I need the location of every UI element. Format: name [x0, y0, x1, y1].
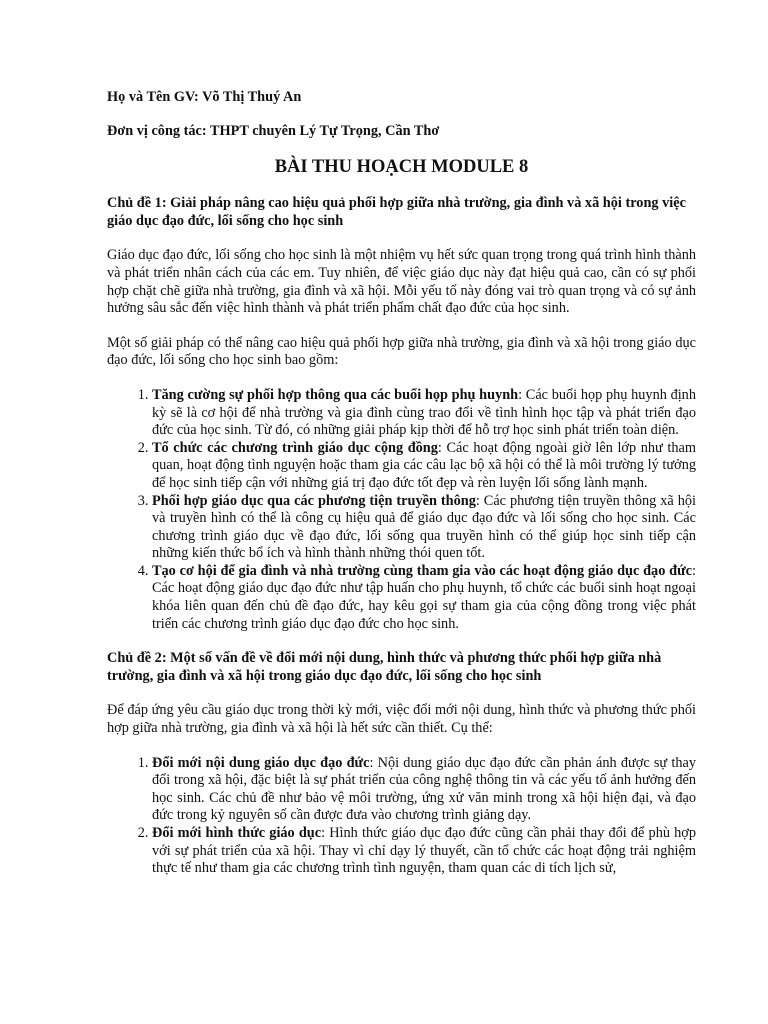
topic1-heading: Chủ đề 1: Giải pháp nâng cao hiệu quả phối hợp giữa nhà trường, gia đình và xã hội trong việc giáo dục đạo đức, lối sống cho học sinh	[107, 195, 686, 229]
list-item-text: : Nội dung giáo dục đạo đức cần phản ánh được sự thay đổi trong xã hội, đặc biệt là sự phát triển của công nghệ thông tin và các yếu tố ảnh hưởng đến học sinh. Các chủ đề như bảo vệ môi trường, ứng xử văn minh trong xã hội hiện đại, và đạo đức trong kỷ nguyên số cần được đưa vào chương trình giảng dạy.	[152, 754, 696, 824]
list-item-title: Phối hợp giáo dục qua các phương tiện truyền thông	[152, 492, 476, 509]
list-item	[152, 493, 696, 563]
list-item-text: : Các hoạt động giáo dục đạo đức như tập huấn cho phụ huynh, tổ chức các buổi sinh hoạt ngoại khóa liên quan đến chủ đề đạo đức, hay kêu gọi sự tham gia của cộng đồng trong việc phát triển các chương trình giáo dục đạo đức cho học sinh.	[152, 562, 696, 632]
topic1-lead-in: Một số giải pháp có thể nâng cao hiệu quả phối hợp giữa nhà trường, gia đình và xã hội trong giáo dục đạo đức, lối sống cho học sinh bao gồm:	[107, 334, 696, 369]
topic1-solution-list	[107, 387, 696, 633]
list-item-text: : Các buổi họp phụ huynh định kỳ sẽ là cơ hội để nhà trường và gia đình cùng trao đổi về tình hình học tập và phát triển đạo đức của học sinh. Từ đó, có những giải pháp kịp thời để hỗ trợ học sinh phát triển toàn diện.	[152, 386, 696, 439]
list-item-title: Tổ chức các chương trình giáo dục cộng đồng	[152, 439, 438, 456]
workplace: Đơn vị công tác: THPT chuyên Lý Tự Trọng, Cần Thơ	[107, 122, 440, 139]
teacher-name: Họ và Tên GV: Võ Thị Thuý An	[107, 89, 302, 105]
list-item	[152, 825, 696, 878]
list-item	[152, 755, 696, 825]
list-item	[152, 563, 696, 633]
page-title: BÀI THU HOẠCH MODULE 8	[274, 157, 529, 178]
list-item-text: : Các phương tiện truyền thông xã hội và truyền hình có thể là công cụ hiệu quả để giáo dục đạo đức và lối sống cho học sinh. Các chương trình giáo dục về đạo đức, lối sống qua truyền hình có thể giúp học sinh tiếp cận những kiến thức bổ ích và hình thành những thói quen tốt.	[152, 492, 697, 562]
topic2-intro: Để đáp ứng yêu cầu giáo dục trong thời kỳ mới, việc đổi mới nội dung, hình thức và phương thức phối hợp giữa nhà trường, gia đình và xã hội là hết sức cần thiết. Cụ thể:	[107, 702, 696, 737]
list-item-text: : Các hoạt động ngoài giờ lên lớp như tham quan, hoạt động tình nguyện hoặc tham gia các câu lạc bộ xã hội có thể là môi trường lý tưởng để học sinh tiếp cận với những giá trị đạo đức tốt đẹp và rèn luyện lối sống lành mạnh.	[152, 439, 696, 491]
topic2-heading: Chủ đề 2: Một số vấn đề về đổi mới nội dung, hình thức và phương thức phối hợp giữa nhà trường, gia đình và xã hội trong giáo dục đạo đức, lối sống cho học sinh	[107, 650, 662, 684]
list-item-title: Tạo cơ hội để gia đình và nhà trường cùng tham gia vào các hoạt động giáo dục đạo đức	[152, 562, 693, 579]
list-item-title: Tăng cường sự phối hợp thông qua các buổi họp phụ huynh	[152, 386, 519, 403]
topic1-intro: Giáo dục đạo đức, lối sống cho học sinh là một nhiệm vụ hết sức quan trọng trong quá trình hình thành và phát triển nhân cách của các em. Tuy nhiên, để việc giáo dục này đạt hiệu quả cao, cần có sự phối hợp chặt chẽ giữa nhà trường, gia đình và xã hội. Mỗi yếu tố này đóng vai trò quan trọng và có sự ảnh hưởng sâu sắc đến việc hình thành và phát triển phẩm chất đạo đức của học sinh.	[107, 247, 696, 317]
list-item	[152, 387, 696, 440]
topic2-solution-list	[107, 755, 696, 878]
list-item-title: Đổi mới nội dung giáo dục đạo đức	[152, 754, 370, 771]
list-item	[152, 440, 696, 493]
list-item-text: : Hình thức giáo dục đạo đức cũng cần phải thay đổi để phù hợp với sự phát triển của xã hội. Thay vì chỉ dạy lý thuyết, cần tổ chức các hoạt động trải nghiệm thực tế như tham gia các chương trình tình nguyện, tham quan các di tích lịch sử,	[152, 825, 696, 877]
list-item-title: Đổi mới hình thức giáo dục	[152, 825, 322, 841]
